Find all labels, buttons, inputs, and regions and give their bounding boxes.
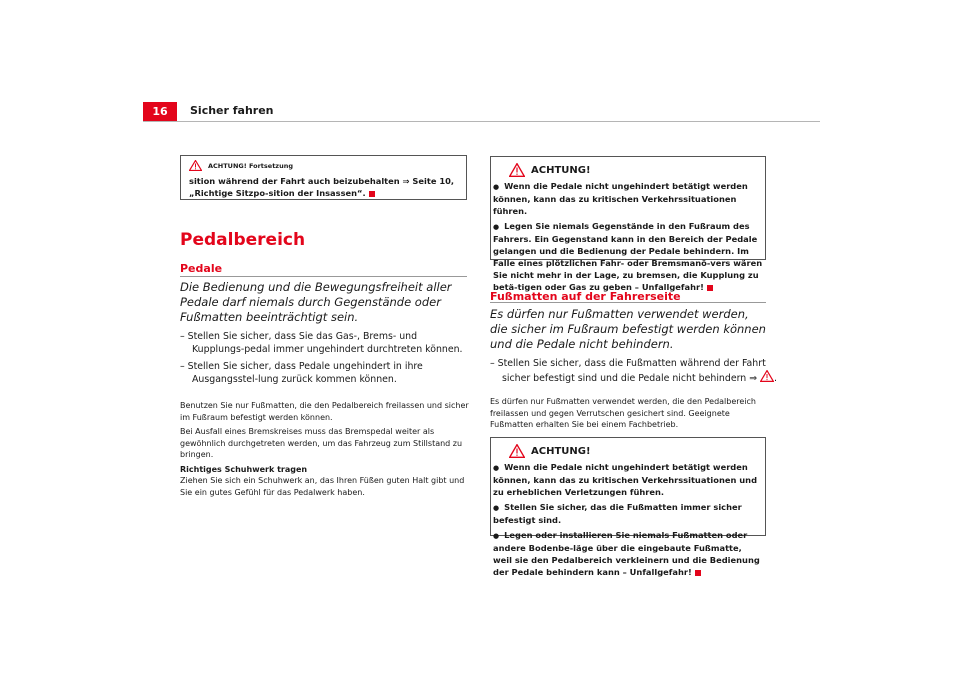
warning-item: ● Wenn die Pedale nicht ungehindert betätigt werden können, kann das zu kritischen Verkehrssituationen führen. bbox=[493, 180, 763, 217]
running-title: Sicher fahren bbox=[190, 104, 274, 117]
step-item: – Stellen Sie sicher, dass Pedale ungehindert in ihre Ausgangsstel-lung zurück kommen können. bbox=[180, 361, 423, 385]
subsection-rule bbox=[490, 302, 766, 303]
body-text-pedale bbox=[180, 400, 470, 498]
warning-1-list bbox=[493, 180, 763, 293]
step-item: – Stellen Sie sicher, dass Sie das Gas-, Brems- und Kupplungs-pedal immer ungehindert durchtreten können. bbox=[180, 331, 463, 355]
paragraph-fussmatten: Es dürfen nur Fußmatten verwendet werden, die den Pedalbereich freilassen und gegen Verrutschen gesichert sind. Geeignete Fußmatten erhalten Sie bei einem Fachbetrieb. bbox=[490, 397, 757, 429]
warning-2-list bbox=[493, 461, 763, 578]
end-of-section-icon bbox=[695, 570, 701, 576]
paragraph: Benutzen Sie nur Fußmatten, die den Pedalbereich freilassen und sicher im Fußraum befestigt werden können. bbox=[180, 401, 469, 422]
header-rule bbox=[143, 121, 820, 122]
section-title: Pedalbereich bbox=[180, 230, 306, 250]
page-number: 16 bbox=[143, 102, 177, 122]
warning-continued-header bbox=[189, 160, 458, 171]
warning-box-2 bbox=[490, 437, 766, 577]
end-of-section-icon bbox=[707, 285, 713, 291]
end-of-section-icon bbox=[369, 191, 375, 197]
lead-fussmatten: Es dürfen nur Fußmatten verwendet werden, die sicher im Fußraum befestigt werden können und die Pedale nicht behindern. bbox=[490, 307, 766, 351]
warning-2-title: ACHTUNG! bbox=[531, 445, 591, 457]
warning-1-header bbox=[509, 163, 763, 177]
warning-1-title: ACHTUNG! bbox=[531, 164, 591, 176]
warning-continued-title: ACHTUNG! Fortsetzung bbox=[208, 161, 293, 170]
subsection-title-pedale: Pedale bbox=[180, 262, 223, 275]
warning-continued-box bbox=[180, 155, 467, 200]
warning-item: ● Stellen Sie sicher, das die Fußmatten immer sicher befestigt sind. bbox=[493, 501, 763, 526]
shoe-heading: Richtiges Schuhwerk tragen bbox=[180, 464, 308, 474]
warning-continued-text: sition während der Fahrt auch beizubehalten ⇒ Seite 10, „Richtige Sitzpo-sition der Insassen“. bbox=[189, 176, 455, 198]
warning-item: ● Legen oder installieren Sie niemals Fußmatten oder andere Bodenbe-läge über die eingebaute Fußmatte, weil sie den Pedalbereich verkleinern und die Bedienung der Pedale behindern kann – Unfallgefahr! bbox=[493, 529, 763, 578]
warning-box-1 bbox=[490, 156, 766, 292]
lead-pedale: Die Bedienung und die Bewegungsfreiheit aller Pedale darf niemals durch Gegenstände oder Fußmatten beeinträchtigt sein. bbox=[180, 280, 452, 324]
warning-triangle-icon bbox=[509, 444, 525, 458]
step-item: – Stellen Sie sicher, dass die Fußmatten während der Fahrt sicher befestigt sind und die Pedale nicht behindern ⇒ . bbox=[490, 358, 778, 384]
subsection-title-fussmatten: Fußmatten auf der Fahrerseite bbox=[490, 290, 681, 303]
shoe-text: Ziehen Sie sich ein Schuhwerk an, das Ihren Füßen guten Halt gibt und Sie ein gutes Gefühl für das Pedalwerk haben. bbox=[180, 476, 465, 497]
warning-item: ● Wenn die Pedale nicht ungehindert betätigt werden können, kann das zu kritischen Verkehrssituationen und zu erheblichen Verletzungen führen. bbox=[493, 461, 763, 498]
steps-pedale bbox=[180, 330, 470, 386]
warning-triangle-icon bbox=[760, 370, 774, 382]
subsection-rule bbox=[180, 276, 467, 277]
warning-triangle-icon bbox=[509, 163, 525, 177]
warning-2-header bbox=[509, 444, 763, 458]
warning-item: ● Legen Sie niemals Gegenstände in den Fußraum des Fahrers. Ein Gegenstand kann in den Bereich der Pedale gelangen und die Bedienung der Pedale behindern. Im Falle eines plötzlichen Fahr- oder Bremsmanö-vers wären Sie nicht mehr in der Lage, zu bremsen, die Kupplung zu betä-tigen oder Gas zu geben – Unfallgefahr! bbox=[493, 220, 763, 293]
paragraph: Bei Ausfall eines Bremskreises muss das Bremspedal weiter als gewöhnlich durchgetreten werden, um das Fahrzeug zum Stillstand zu bringen. bbox=[180, 427, 463, 459]
warning-triangle-icon bbox=[189, 160, 202, 171]
